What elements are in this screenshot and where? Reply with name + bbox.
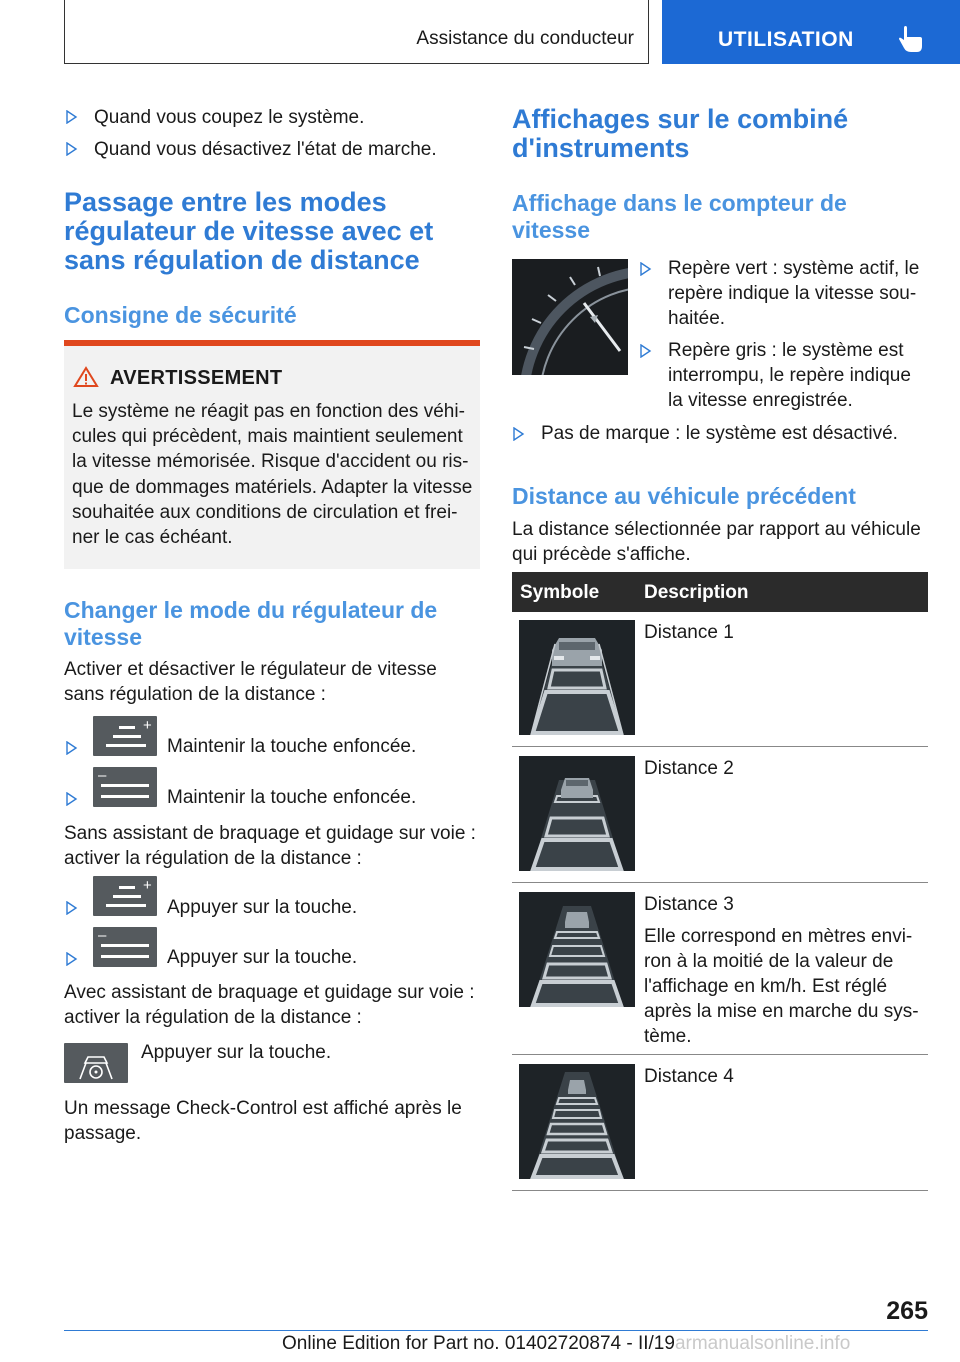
steering-assist-key-icon — [64, 1043, 128, 1083]
instruction-text: Appuyer sur la touche. — [141, 1042, 332, 1063]
distance-2-symbol — [519, 756, 635, 871]
distance-minus-key-icon: – — [93, 767, 157, 807]
bullet-triangle-icon — [66, 142, 78, 156]
marker-grey-text: Repère gris : le système est interrompu, le repère indique la vitesse enregistrée. — [668, 340, 911, 411]
watermark-text: armanualsonline.info — [674, 1333, 851, 1354]
header-chapter-label: UTILISATION — [718, 28, 854, 51]
marker-green-text: Repère vert : système actif, le repère indique la vitesse sou- haitée. — [668, 258, 920, 329]
distance-2-label: Distance 2 — [644, 758, 734, 779]
column-header-symbol: Symbole — [520, 582, 600, 603]
distance-1-label: Distance 1 — [644, 622, 734, 643]
paragraph-check-control: Un message Check-Control est affiché après le passage. — [64, 1098, 462, 1144]
instruction-text: Appuyer sur la touche. — [167, 947, 358, 968]
bullet-triangle-icon — [66, 741, 78, 755]
bullet-triangle-icon — [640, 262, 652, 276]
no-marker-text: Pas de marque : le système est désactivé. — [541, 423, 898, 444]
distance-4-label: Distance 4 — [644, 1066, 734, 1087]
instruction-text: Maintenir la touche enfoncée. — [167, 787, 417, 808]
warning-accent-bar — [64, 340, 480, 346]
table-row-divider — [512, 746, 928, 747]
heading-speedometer-display: Affichage dans le compteur de vitesse — [512, 190, 847, 243]
bullet-triangle-icon — [66, 792, 78, 806]
warning-triangle-icon — [73, 366, 99, 388]
distance-3-symbol — [519, 892, 635, 1007]
bullet-triangle-icon — [66, 952, 78, 966]
paragraph-without-assistant: Sans assistant de braquage et guidage sur voie : activer la régulation de la distance : — [64, 823, 476, 869]
warning-title: AVERTISSEMENT — [110, 367, 283, 389]
distance-3-label: Distance 3 — [644, 894, 734, 915]
distance-plus-key-icon: + — [93, 716, 157, 756]
heading-safety: Consigne de sécurité — [64, 302, 297, 328]
warning-box — [64, 340, 480, 569]
header-section-box — [64, 0, 649, 64]
distance-minus-key-icon: – — [93, 927, 157, 967]
distance-1-symbol — [519, 620, 635, 735]
distance-plus-key-icon: + — [93, 876, 157, 916]
bullet-triangle-icon — [66, 110, 78, 124]
instruction-text: Maintenir la touche enfoncée. — [167, 736, 417, 757]
instruction-text: Appuyer sur la touche. — [167, 897, 358, 918]
paragraph-activate: Activer et désactiver le régulateur de vitesse sans régulation de la distance : — [64, 659, 437, 705]
header-section-title: Assistance du conducteur — [416, 28, 634, 49]
bullet-triangle-icon — [513, 427, 525, 441]
footer-rule — [64, 1330, 928, 1331]
hand-pointer-icon — [898, 26, 924, 54]
warning-text: Le système ne réagit pas en fonction des véhi- cules qui précèdent, mais maintient seulement la vitesse mémorisée. Risque d'accident ou ris- que de dommages matériels. Adapter la vitesse souhaitée aux conditions de circulation et frei- ner le cas échéant. — [72, 401, 473, 549]
distance-table-header — [512, 572, 928, 612]
speedometer-marker-image — [512, 259, 628, 375]
footer-edition: Online Edition for Part no. 01402720874 - II/19armanualsonline.info — [282, 1333, 851, 1354]
heading-instrument-display: Affichages sur le combiné d'instruments — [512, 104, 849, 163]
column-header-description: Description — [644, 582, 749, 603]
table-row-divider — [512, 882, 928, 883]
header-chapter-tab[interactable] — [662, 0, 960, 64]
heading-distance: Distance au véhicule précédent — [512, 483, 856, 509]
distance-3-note: Elle correspond en mètres envi- ron à la moitié de la valeur de l'affichage en km/h. Est réglé après la mise en marche du sys- tème. — [644, 926, 919, 1047]
bullet-text: Quand vous coupez le système. — [94, 107, 365, 128]
paragraph-with-assistant: Avec assistant de braquage et guidage sur voie : activer la régulation de la distance : — [64, 982, 475, 1028]
bullet-triangle-icon — [640, 344, 652, 358]
heading-change-mode: Changer le mode du régulateur de vitesse — [64, 597, 438, 650]
paragraph-distance: La distance sélectionnée par rapport au véhicule qui précède s'affiche. — [512, 519, 921, 565]
bullet-text: Quand vous désactivez l'état de marche. — [94, 139, 437, 160]
page-number: 265 — [886, 1297, 928, 1325]
table-row-divider — [512, 1054, 928, 1055]
distance-4-symbol — [519, 1064, 635, 1179]
table-row-divider — [512, 1190, 928, 1191]
heading-passage-modes: Passage entre les modes régulateur de vitesse avec et sans régulation de distance — [64, 187, 434, 275]
bullet-triangle-icon — [66, 901, 78, 915]
